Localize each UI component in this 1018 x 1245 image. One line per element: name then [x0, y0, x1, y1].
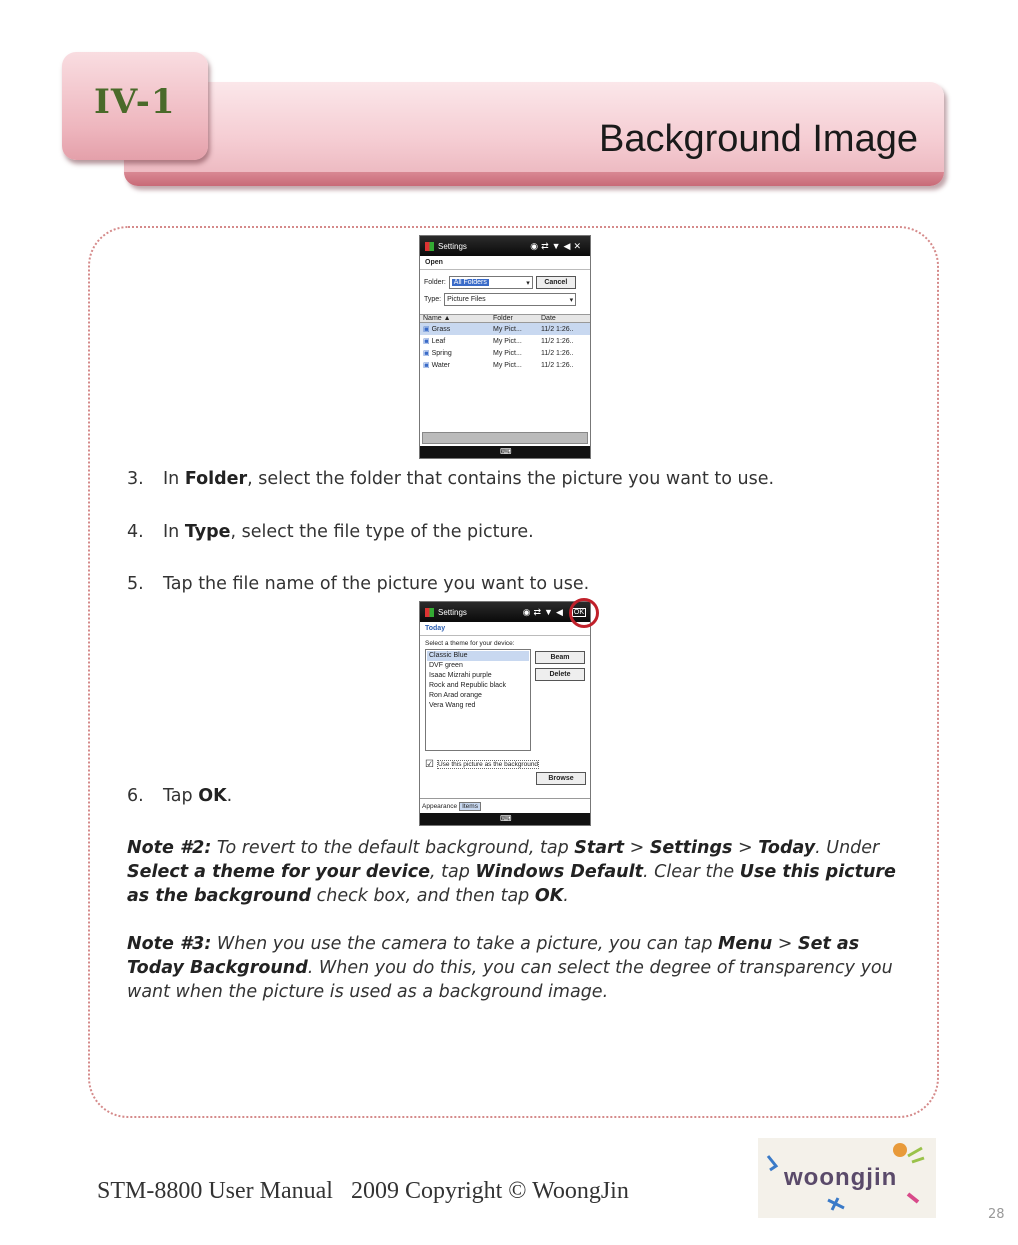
folder-row	[420, 274, 590, 291]
screenshot-open-dialog	[419, 235, 591, 459]
theme-list[interactable]	[425, 649, 531, 751]
status-icons: ◉⇄▼◀	[522, 606, 566, 617]
file-list	[420, 314, 590, 371]
table-row[interactable]: ▣ Water My Pict... 11/2 1:26..	[423, 361, 574, 369]
header-banner	[124, 82, 944, 186]
keyboard-icon[interactable]: ⌨	[500, 447, 512, 456]
cancel-button[interactable]: Cancel	[536, 276, 576, 289]
beam-button[interactable]: Beam	[535, 651, 585, 664]
type-label: Type:	[424, 296, 442, 303]
tab-items[interactable]: Items	[459, 802, 481, 811]
chevron-down-icon: ▾	[526, 279, 530, 287]
table-row[interactable]: ▣ Spring My Pict... 11/2 1:26..	[423, 349, 574, 357]
image-file-icon: ▣	[423, 362, 430, 369]
logo-wordmark: woongjin	[784, 1164, 898, 1191]
settings-heading: Today	[420, 622, 590, 636]
list-item[interactable]: DVF green	[429, 662, 463, 669]
banner-underline	[124, 172, 944, 186]
softkey-bar	[420, 813, 590, 825]
background-checkbox-row[interactable]	[420, 757, 590, 772]
screenshot-today-settings	[419, 601, 591, 826]
softkey-bar	[420, 446, 590, 458]
column-folder[interactable]: Folder	[493, 315, 513, 322]
status-bar	[420, 236, 590, 256]
note-2: Note #2: To revert to the default background, tap Start > Settings > Today. Under Select a theme for your device, tap Windows Default. Clear the Use this picture as the background check box, and then tap OK.	[127, 838, 896, 906]
table-row[interactable]: ▣ Grass My Pict... 11/2 1:26..	[420, 323, 590, 335]
ok-highlight-circle	[569, 598, 599, 628]
delete-button[interactable]: Delete	[535, 668, 585, 681]
woongjin-logo	[758, 1138, 936, 1218]
type-row	[420, 291, 590, 308]
browse-button[interactable]: Browse	[536, 772, 586, 785]
list-item[interactable]: Ron Arad orange	[429, 692, 482, 699]
status-icons: ◉⇄▼◀✕	[530, 240, 584, 251]
file-list-header	[420, 314, 590, 323]
list-item[interactable]: Isaac Mizrahi purple	[429, 672, 492, 679]
tab-appearance[interactable]: Appearance	[422, 802, 458, 810]
table-row[interactable]: ▣ Leaf My Pict... 11/2 1:26..	[423, 337, 574, 345]
list-item[interactable]: Vera Wang red	[429, 702, 476, 709]
status-title: Settings	[438, 607, 467, 617]
status-title: Settings	[438, 241, 467, 251]
note-3: Note #3: When you use the camera to take a picture, you can tap Menu > Set as Today Background. When you do this, you can select the degree of transparency you want when the picture is used as a background image.	[127, 934, 893, 1002]
start-flag-icon	[425, 608, 434, 617]
chapter-tab	[62, 52, 208, 160]
page-title: Background Image	[599, 118, 918, 160]
status-bar	[420, 602, 590, 622]
image-file-icon: ▣	[423, 338, 430, 345]
column-name[interactable]: Name ▲	[423, 315, 451, 322]
image-file-icon: ▣	[423, 350, 430, 357]
tab-strip	[420, 798, 590, 813]
chapter-label: IV-1	[94, 82, 176, 122]
dialog-heading: Open	[420, 256, 590, 270]
checkbox-checked-icon[interactable]: ☑	[425, 759, 434, 770]
keyboard-icon[interactable]: ⌨	[500, 814, 512, 823]
footer-manual-text: STM-8800 User Manual 2009 Copyright © WoongJin	[97, 1178, 629, 1204]
folder-select[interactable]: All Folders ▾	[449, 276, 533, 289]
horizontal-scrollbar[interactable]	[422, 432, 588, 444]
chevron-down-icon: ▾	[569, 296, 574, 304]
theme-prompt: Select a theme for your device:	[425, 640, 515, 647]
step-4: 4. In Type, select the file type of the picture.	[127, 522, 534, 542]
step-5: 5. Tap the file name of the picture you want to use.	[127, 574, 590, 594]
folder-label: Folder:	[424, 279, 446, 286]
ok-button[interactable]: OK	[573, 608, 584, 616]
checkbox-label: Use this picture as the background	[437, 761, 539, 768]
list-item[interactable]: Classic Blue	[427, 651, 529, 661]
list-item[interactable]: Rock and Republic black	[429, 682, 507, 689]
column-date[interactable]: Date	[541, 315, 556, 322]
step-6: 6. Tap OK.	[127, 786, 233, 806]
start-flag-icon	[425, 242, 434, 251]
page-number: 28	[988, 1207, 1005, 1222]
type-select[interactable]: Picture Files ▾	[444, 293, 576, 306]
image-file-icon: ▣	[423, 326, 430, 333]
step-3: 3. In Folder, select the folder that contains the picture you want to use.	[127, 469, 775, 489]
